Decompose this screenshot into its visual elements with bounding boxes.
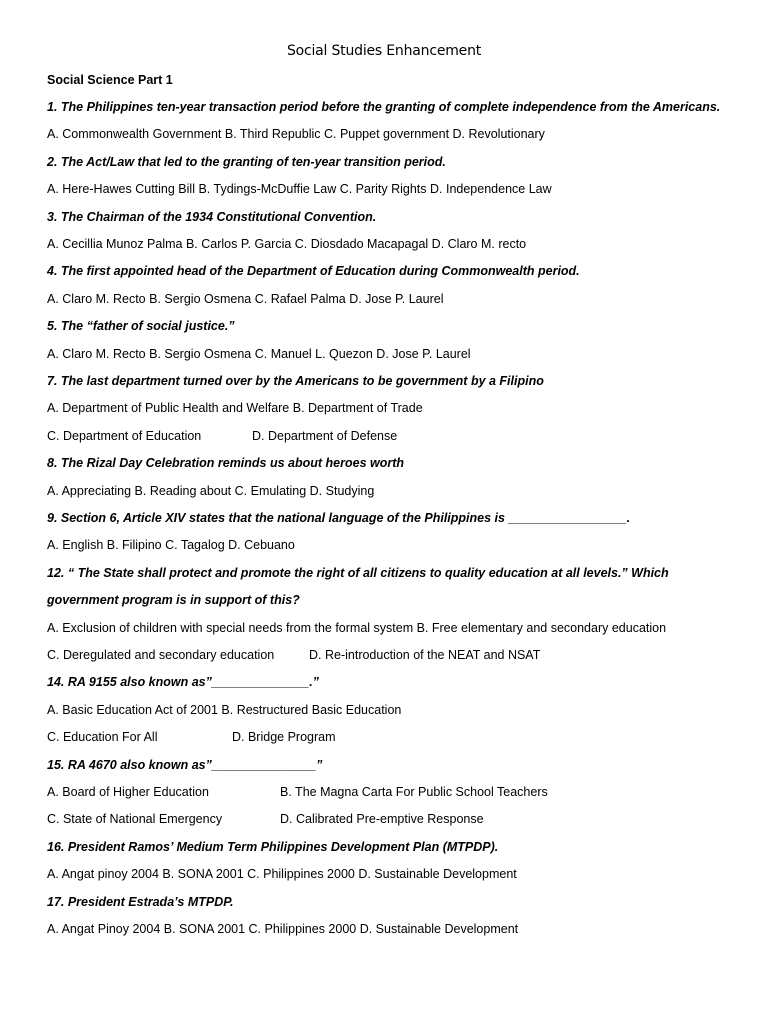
question-text <box>47 455 404 471</box>
question-line: 1. The Philippines ten-year transaction period before the granting of complete independence from the Americans. <box>47 100 721 114</box>
choice-line: A. Cecillia Munoz Palma B. Carlos P. Garcia C. Diosdado Macapagal D. Claro M. recto <box>47 237 527 251</box>
answer-choices <box>47 620 666 636</box>
choice-line: A. Exclusion of children with special needs from the formal system B. Free elementary and secondary education <box>47 620 667 635</box>
question-text <box>47 510 630 526</box>
answer-choices <box>47 702 401 718</box>
choice-line-second-column: D. Department of Defense <box>252 428 398 443</box>
question-line: 5. The “father of social justice.” <box>47 319 235 334</box>
answer-choices <box>47 784 548 800</box>
question-text <box>47 592 300 608</box>
question-text <box>47 565 669 581</box>
choice-line-second-column: D. Calibrated Pre-emptive Response <box>280 812 484 827</box>
question-line: government program is in support of this? <box>47 593 300 608</box>
answer-choices <box>47 428 398 444</box>
question-text <box>47 674 319 690</box>
choice-line: A. Department of Public Health and Welfare B. Department of Trade <box>47 401 423 416</box>
answer-choices <box>47 236 526 252</box>
document-title: Social Studies Enhancement <box>286 43 482 59</box>
question-text <box>47 757 322 773</box>
question-text <box>47 318 235 334</box>
question-line: 17. President Estrada’s MTPDP. <box>47 894 234 909</box>
answer-choices <box>47 483 374 499</box>
question-line: 9. Section 6, Article XIV states that the national language of the Philippines is _________________. <box>47 511 631 525</box>
answer-choices <box>47 866 517 882</box>
question-text <box>47 839 498 855</box>
section-heading: Social Science Part 1 <box>47 73 173 87</box>
answer-choices <box>47 126 545 142</box>
question-text <box>47 263 580 279</box>
question-line: 2. The Act/Law that led to the granting of ten-year transition period. <box>47 154 446 169</box>
question-text <box>47 373 544 389</box>
question-text <box>47 894 233 910</box>
choice-line: C. State of National Emergency <box>47 812 223 827</box>
answer-choices <box>47 346 471 362</box>
answer-choices <box>47 647 541 663</box>
choice-line: A. Angat Pinoy 2004 B. SONA 2001 C. Philippines 2000 D. Sustainable Development <box>47 922 519 936</box>
choice-line: A. Angat pinoy 2004 B. SONA 2001 C. Philippines 2000 D. Sustainable Development <box>47 867 517 882</box>
choice-line: A. Appreciating B. Reading about C. Emulating D. Studying <box>47 483 375 498</box>
choice-line: A. Commonwealth Government B. Third Republic C. Puppet government D. Revolutionary <box>47 127 545 142</box>
answer-choices <box>47 811 484 827</box>
answer-choices <box>47 537 295 553</box>
choice-line-second-column: D. Bridge Program <box>232 730 336 745</box>
question-text <box>47 99 720 115</box>
question-line: 14. RA 9155 also known as”______________.” <box>47 675 319 690</box>
question-line: 15. RA 4670 also known as”_______________” <box>47 757 323 772</box>
choice-line-second-column: D. Re-introduction of the NEAT and NSAT <box>309 648 541 662</box>
choice-line: C. Department of Education <box>47 428 202 443</box>
question-text <box>47 154 446 170</box>
choice-line: C. Deregulated and secondary education <box>47 648 275 662</box>
question-line: 16. President Ramos’ Medium Term Philippines Development Plan (MTPDP). <box>47 839 499 854</box>
answer-choices <box>47 921 518 937</box>
answer-choices <box>47 729 336 745</box>
choice-line: A. Here-Hawes Cutting Bill B. Tydings-McDuffie Law C. Parity Rights D. Independence Law <box>47 182 552 197</box>
answer-choices <box>47 181 552 197</box>
choice-line: A. Board of Higher Education <box>47 785 209 799</box>
question-line: 12. “ The State shall protect and promote the right of all citizens to quality education at all levels.” Which <box>47 565 669 580</box>
question-text <box>47 209 376 225</box>
answer-choices <box>47 291 443 307</box>
choice-line: A. Basic Education Act of 2001 B. Restructured Basic Education <box>47 702 402 717</box>
answer-choices <box>47 400 423 416</box>
question-line: 3. The Chairman of the 1934 Constitutional Convention. <box>47 209 377 224</box>
question-line: 8. The Rizal Day Celebration reminds us about heroes worth <box>47 456 405 471</box>
choice-line: A. English B. Filipino C. Tagalog D. Cebuano <box>47 538 295 553</box>
choice-line: A. Claro M. Recto B. Sergio Osmena C. Manuel L. Quezon D. Jose P. Laurel <box>47 346 471 361</box>
choice-line: A. Claro M. Recto B. Sergio Osmena C. Rafael Palma D. Jose P. Laurel <box>47 291 444 306</box>
choice-line: C. Education For All <box>47 730 158 745</box>
question-line: 4. The first appointed head of the Department of Education during Commonwealth period. <box>47 264 580 279</box>
question-line: 7. The last department turned over by the Americans to be government by a Filipino <box>47 374 544 388</box>
choice-line-second-column: B. The Magna Carta For Public School Teachers <box>280 785 548 799</box>
